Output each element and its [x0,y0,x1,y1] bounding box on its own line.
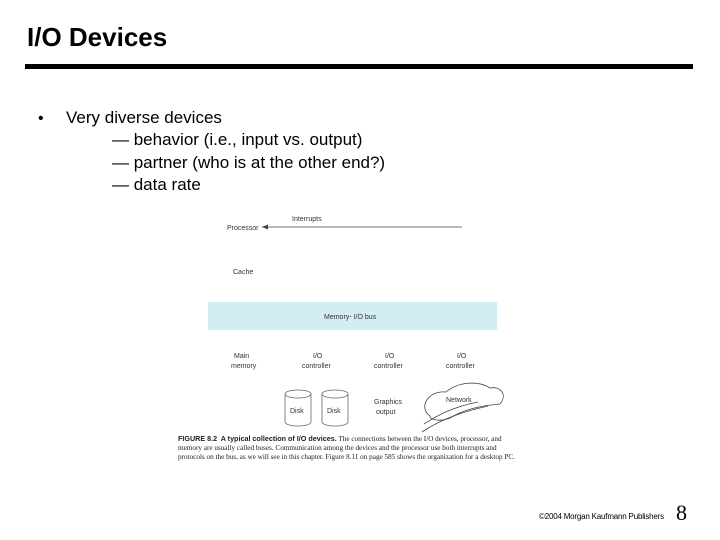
processor-label: Processor [227,225,259,232]
caption-label: FIGURE 8.2 [178,434,218,443]
main-memory-label-2: memory [231,363,257,370]
sub-item-behavior: — behavior (i.e., input vs. output) [112,130,363,149]
caption-title: A typical collection of I/O devices. [220,434,337,443]
copyright-notice: ©2004 Morgan Kaufmann Publishers [539,512,664,521]
sub-item-partner: — partner (who is at the other end?) [112,153,386,172]
bullet-marker: • [38,110,44,127]
controller-2-label-2: controller [374,363,403,370]
controller-1-label-2: controller [302,363,331,370]
cache-label: Cache [233,269,254,276]
controller-2-label: I/O [385,353,395,360]
slide-title: I/O Devices [27,22,168,52]
figure-caption [178,434,523,462]
page-number: 8 [676,500,687,525]
bullet-text: Very diverse devices [66,108,222,127]
controller-3-label-2: controller [446,363,475,370]
controller-1-label: I/O [313,353,323,360]
bus-label: Memory- I/O bus [324,314,377,321]
title-divider [25,64,693,69]
interrupts-label: Interrupts [292,216,322,223]
graphics-output-label: Graphics [374,399,403,406]
graphics-output-label-2: output [376,409,396,416]
disk-2-label: Disk [327,408,341,415]
controller-3-label: I/O [457,353,467,360]
disk-1-label: Disk [290,408,304,415]
arrow-head [262,225,268,230]
network-label: Network [446,397,472,404]
sub-item-data-rate: — data rate [112,175,201,194]
caption-body: The connections between the I/O devices, processor, and memory are usually called buses. Communication among the devices and the processor use both interrupts and protocols on the bus, as we will see in this chapter. Figure 8.11 on page 585 shows the organization for a desktop PC. [178,435,515,461]
main-memory-label: Main [234,353,250,360]
